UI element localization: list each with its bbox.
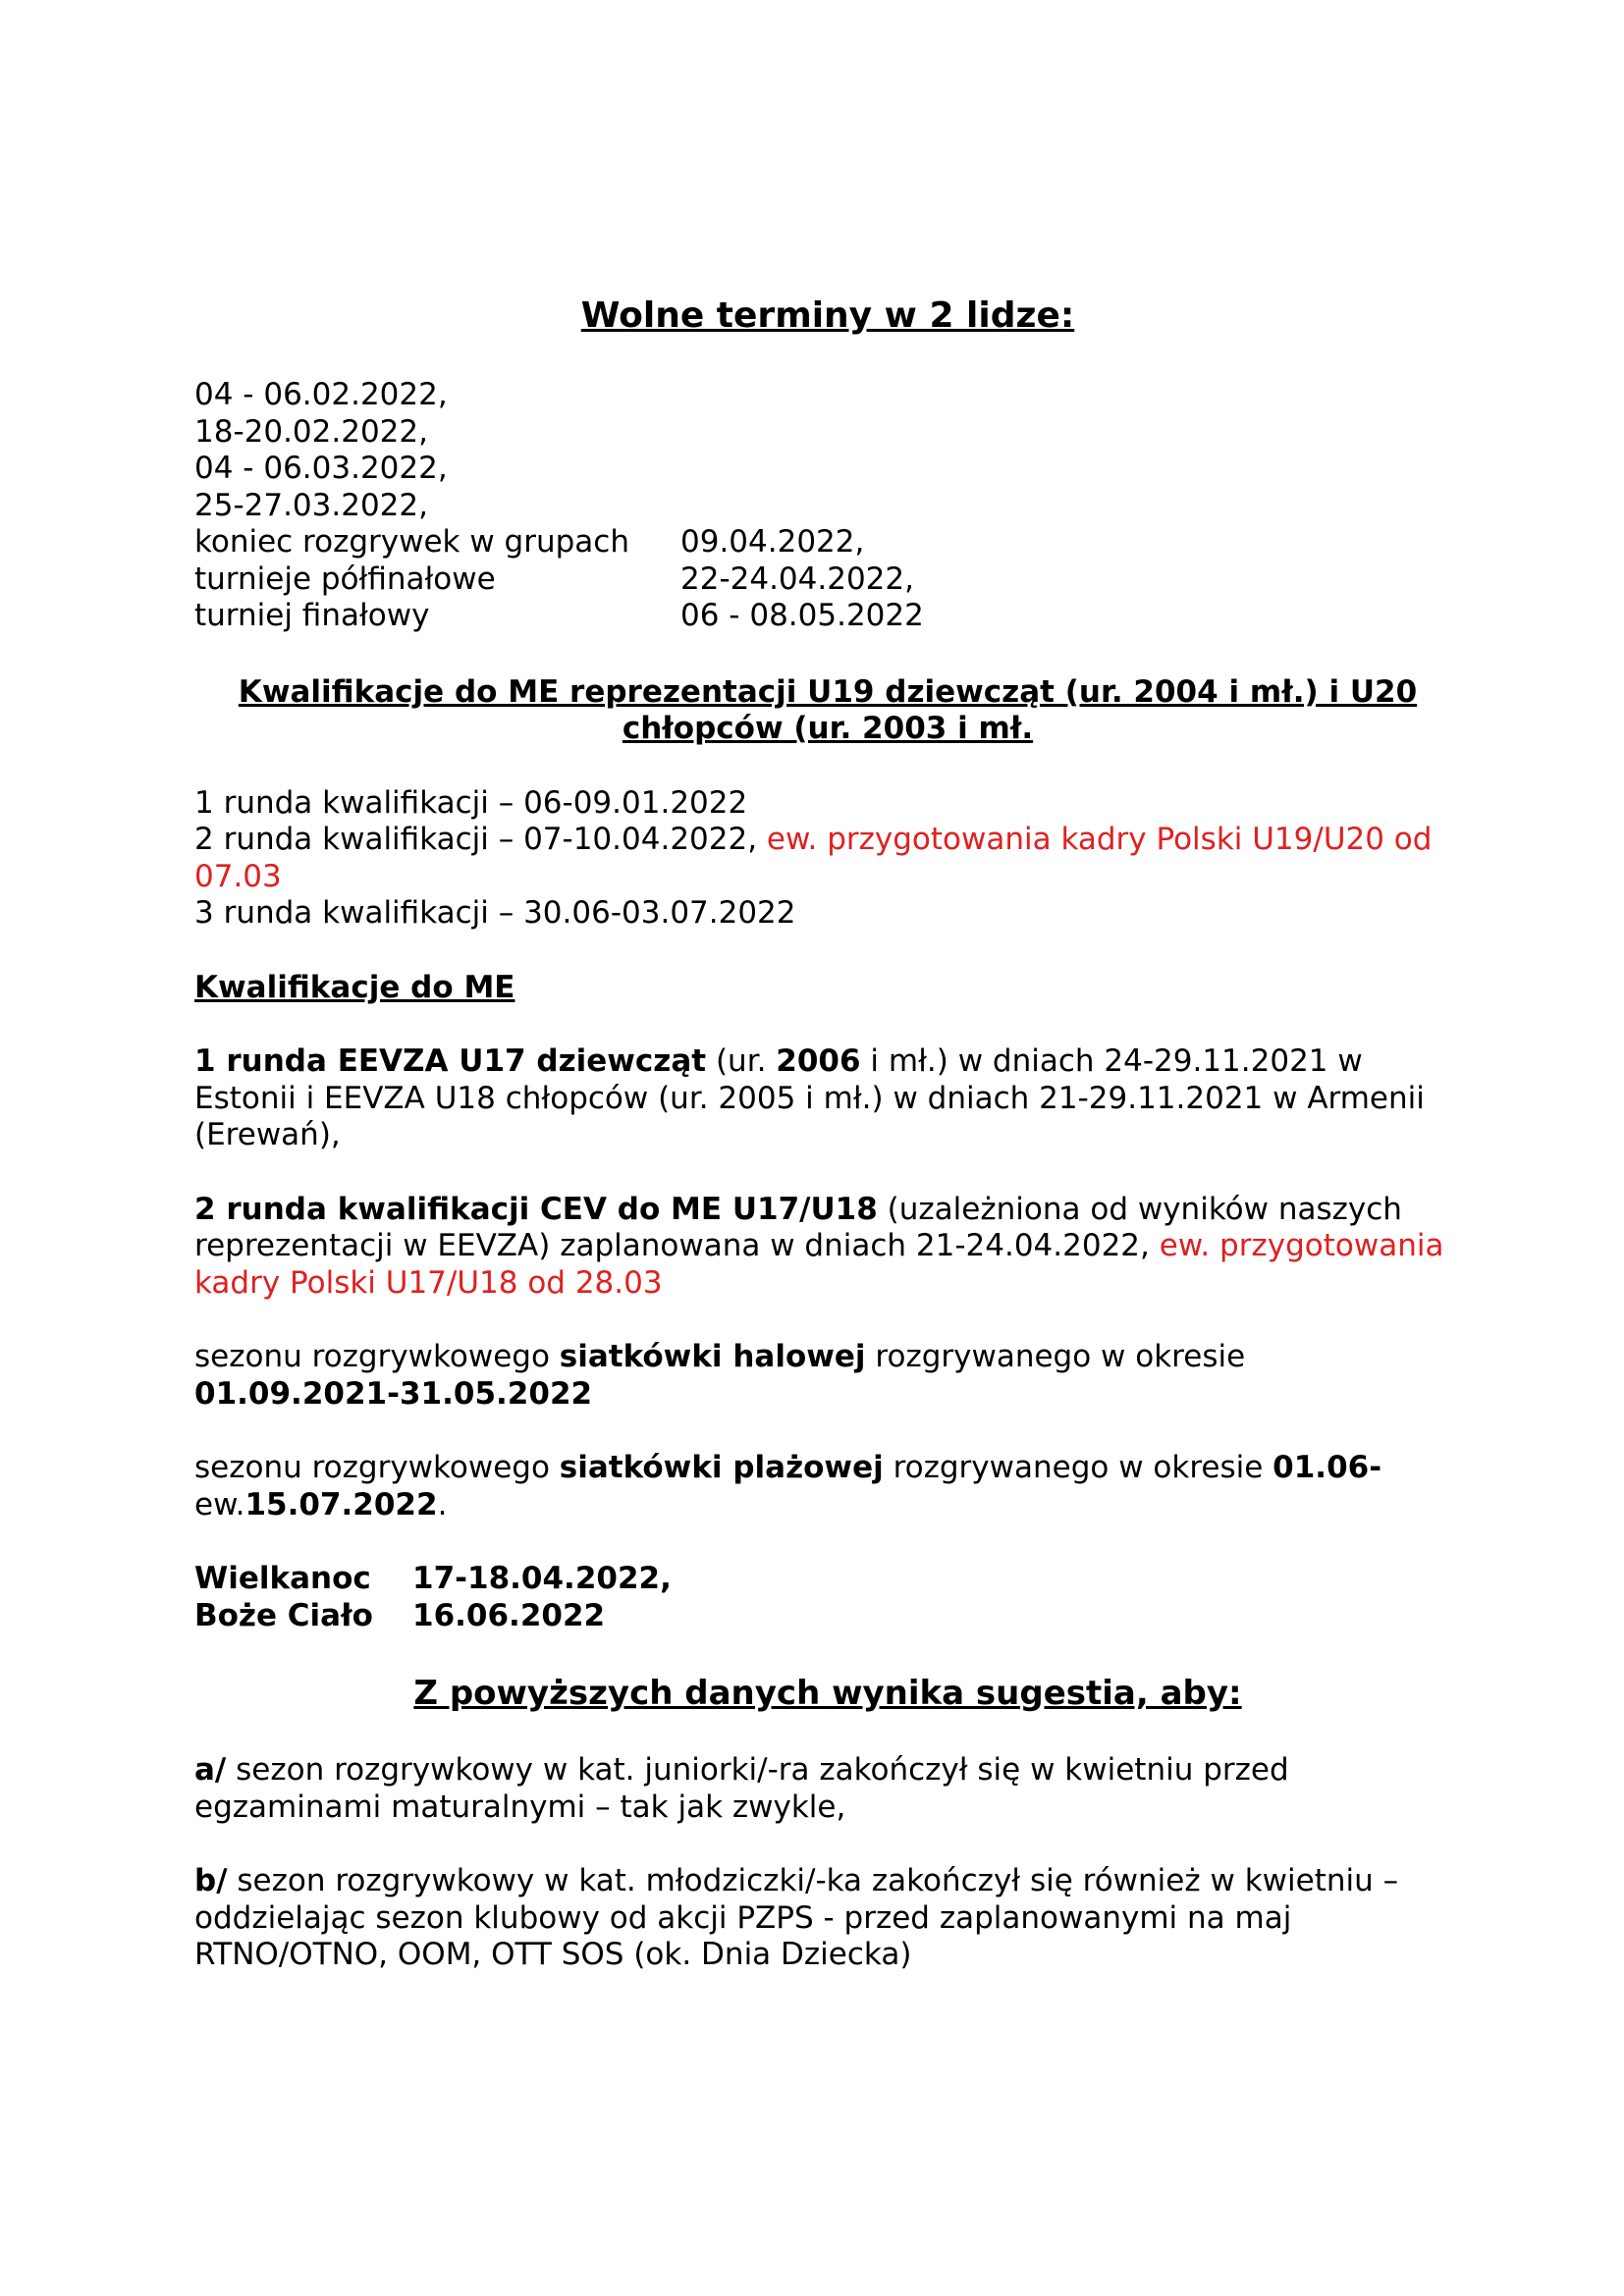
league-event-label: koniec rozgrywek w grupach: [194, 524, 629, 560]
qualification-round: 1 runda kwalifikacji – 06-09.01.2022: [194, 784, 748, 821]
suggestion-heading: Z powyższych danych wynika sugestia, aby:: [413, 1674, 1242, 1713]
holiday-date: 16.06.2022: [412, 1597, 606, 1633]
holiday-name: Wielkanoc: [194, 1561, 371, 1596]
section-me-qualification: [194, 970, 1461, 1303]
holiday-name: Boże Ciało: [194, 1597, 373, 1633]
text: sezonu rozgrywkowego: [194, 1450, 560, 1485]
section-heading-line: chłopców (ur. 2003 i mł.: [622, 711, 1034, 746]
text: rozgrywanego w okresie: [883, 1450, 1273, 1485]
list-marker: b/: [194, 1863, 228, 1898]
page-title: Wolne terminy w 2 lidze:: [580, 295, 1075, 336]
text: (ur.: [706, 1043, 777, 1079]
text: rozgrywanego w okresie: [865, 1339, 1246, 1374]
text: sezonu rozgrywkowego: [194, 1339, 560, 1374]
league-event-row: [194, 524, 1461, 561]
paragraph-cev: [194, 1192, 1461, 1303]
qualification-round: 3 runda kwalifikacji – 30.06-03.07.2022: [194, 895, 796, 931]
holidays-list: [194, 1561, 1461, 1634]
free-date: 25-27.03.2022,: [194, 487, 428, 523]
paragraph-indoor-season: [194, 1339, 1461, 1413]
holiday-date: 17-18.04.2022,: [412, 1561, 672, 1596]
league-event-label: turniej finałowy: [194, 598, 430, 633]
free-date: 18-20.02.2022,: [194, 413, 428, 450]
section-u19-u20: [194, 674, 1461, 933]
league-event-row: [194, 561, 1461, 599]
round-note: ew. przygotowania kadry Polski U19/U20 od 07.03: [194, 822, 1433, 894]
paragraph-beach-season: [194, 1450, 1461, 1523]
red-note: ew. przygotowania kadry Polski U17/U18 od 28.03: [194, 1228, 1444, 1301]
free-date: 04 - 06.03.2022,: [194, 451, 448, 486]
text: .: [437, 1486, 448, 1522]
league-event-date: 09.04.2022,: [680, 524, 865, 560]
bold-text: 2006: [776, 1043, 861, 1079]
league-event-row: [194, 598, 1461, 635]
league-event-date: 06 - 08.05.2022: [680, 598, 924, 633]
league-event-label: turnieje półfinałowe: [194, 561, 496, 597]
holiday-row: [194, 1598, 1461, 1635]
suggestion-a: [194, 1752, 1461, 1826]
paragraph-eevza: [194, 1043, 1461, 1154]
round-text: 2 runda kwalifikacji – 07-10.04.2022,: [194, 822, 758, 857]
section-heading-line: Kwalifikacje do ME reprezentacji U19 dziewcząt (ur. 2004 i mł.) i U20: [238, 673, 1418, 710]
list-marker: a/: [194, 1752, 227, 1788]
text: sezon rozgrywkowy w kat. młodziczki/-ka zakończył się również w kwietniu – oddzielając sezon klubowy od akcji PZPS - przed zaplanowanymi na maj RTNO/OTNO, OOM, OTT SOS (ok. Dnia Dziecka): [194, 1863, 1399, 1972]
bold-text: 01.09.2021-31.05.2022: [194, 1375, 593, 1412]
suggestion-b: [194, 1863, 1461, 1974]
document-page: [194, 294, 1461, 1974]
bold-text: 01.06-: [1272, 1450, 1382, 1485]
text: (uzależniona od wyników naszych reprezentacji w EEVZA) zaplanowana w dniach 21-24.04.2022,: [194, 1191, 1402, 1263]
text: sezon rozgrywkowy w kat. juniorki/-ra zakończył się w kwietniu przed egzaminami maturalnymi – tak jak zwykle,: [194, 1752, 1289, 1825]
free-dates-list: [194, 377, 1461, 635]
holiday-row: [194, 1561, 1461, 1598]
bold-text: 1 runda EEVZA U17 dziewcząt: [194, 1043, 707, 1079]
text: ew.: [194, 1486, 245, 1522]
bold-text: 2 runda kwalifikacji CEV do ME U17/U18: [194, 1191, 878, 1227]
section-heading: [194, 674, 1461, 748]
league-event-date: 22-24.04.2022,: [680, 561, 914, 597]
bold-text: siatkówki halowej: [559, 1339, 866, 1374]
qualification-round: [194, 822, 1461, 895]
bold-text: siatkówki plażowej: [559, 1450, 884, 1485]
section-heading: Kwalifikacje do ME: [194, 969, 515, 1005]
text: i mł.) w dniach 24-29.11.2021 w Estonii i EEVZA U18 chłopców (ur. 2005 i mł.) w dniach 21-29.11.2021 w Armenii (Erewań),: [194, 1043, 1425, 1152]
free-date: 04 - 06.02.2022,: [194, 377, 448, 412]
bold-text: 15.07.2022: [244, 1486, 438, 1522]
